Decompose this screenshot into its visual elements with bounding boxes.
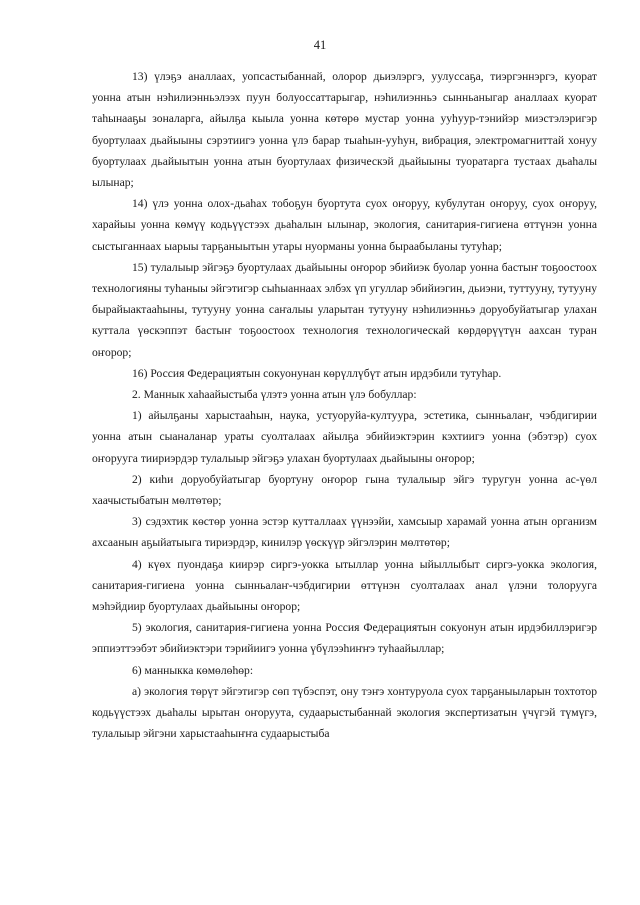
prohibition-item-3: 3) сэдэхтик көстөр уонна эстэр кутталлаах үүнээйи, хамсыыр харамай уонна атын организм ахсаанын аҕыйатыыга тириэрдэр, кинилэр үөскүүр эйгэлэрин мөлтөтөр;	[92, 515, 597, 550]
paragraph-14: 14) үлэ уонна олох-дьаһах тобоҕун буортута суох оҥоруу, кубулутан оҥоруу, суох оҥоруу, харайыы уонна көмүү кодьүүстээх дьаһалын ылынар, экология, санитария-гигиена өттүнэн уонна сыстыганнаах ыарыы тарҕаныытын утары нуорманы уонна быраабыланы тутуһар;	[92, 197, 597, 253]
prohibition-item-2: 2) киһи доруобуйатыгар буортуну оҥорор гына тулалыыр эйгэ туругун уонна ас-үөл хаачыстыбатын мөлтөтөр;	[92, 472, 597, 508]
paragraph-15: 15) тулалыыр эйгэҕэ буортулаах дьайыыны оҥорор эбийиэк буолар уонна бастыҥ тоҕоостоох технологияны туһаныы эйгэтигэр сыһыаннаах элбэх үп угуллар эбийиэгин, дьиэни, туттууну, тутууну бырайыактааһыны, тутууну уонна саҥалыы уларытан тутууну нэһилиэнньэ доруобуйатыгар улахан куттала үөскэппэт бастыҥ тоҕоостоох технология технологическай көрдөрүүтүн аахсан туран оҥорор;	[92, 260, 597, 359]
document-body	[92, 66, 597, 745]
prohibition-item-6: 6) манныкка көмөлөһөр:	[132, 663, 254, 677]
prohibition-item-4: 4) күөх пуондаҕа киирэр сиргэ-уокка ытыллар уонна ыйыллыбыт сиргэ-уокка экология, санитария-гигиена уонна сынньалаҥ-чэбдигирии өттүнэн суолталаах анал үлэни толорууга мэһэйдиир буортулаах дьайыыны оҥорор;	[92, 557, 597, 614]
page-number: 41	[313, 38, 327, 52]
section-2-heading: 2. Маннык хаһаайыстыба үлэтэ уонна атын үлэ бобуллар:	[132, 388, 417, 402]
paragraph-13: 13) үлэҕэ аналлаах, уопсастыбаннай, олорор дьиэлэргэ, уулуссаҕа, тиэргэннэргэ, куорат уонна атын нэһилиэнньэлээх пуун болуоссаттарыгар, нэһилиэнньэ сынньаныгар аналлаах куорат таһынааҕы зоналарга, айылҕа кыыла уонна көтөрө мустар уонна ууһуур-тэнийэр миэстэлэригэр буортулаах дьайыыны сэрэтиигэ уонна үлэ барар тыаһын-ууһун, вибрация, электромагниттай хонуу буортулаах дьайыытын уонна атын буортулаах физическэй дьайыыны туоратарга тустаах дьаһалы ылынар;	[92, 70, 597, 190]
prohibition-item-5: 5) экология, санитария-гигиена уонна Россия Федерациятын сокуонун атын ирдэбиллэригэр эппиэттээбэт эбийиэктэри тэрийиигэ уонна үбүлээһиҥҥэ туһаайыллар;	[92, 621, 597, 656]
subitem-a: а) экология төрүт эйгэтигэр сөп түбэспэт, ону тэҥэ хонтуруола суох тарҕаныыларын тохтотор кодьүүстээх дьаһалы ырытан оҥоруута, судаарыстыбаннай экология экспертизатын үчүгэй түмүгэ, тулалыыр эйгэни харыстааһыҥҥа судаарыстыба	[92, 684, 597, 741]
prohibition-item-1: 1) айылҕаны харыстааһын, наука, устуоруйа-култуура, эстетика, сынньалаҥ, чэбдигирии уонна атын сыаналанар ураты суолталаах айылҕа эбийиэктэрин кэхтиигэ уонна (эбэтэр) суох оҥорууга тиириэрдэр тулалыыр эйгэҕэ улахан буортулаах дьайыыны оҥорор;	[92, 409, 597, 465]
paragraph-16: 16) Россия Федерациятын сокуонунан көрүллүбүт атын ирдэбили тутуһар.	[132, 366, 502, 380]
